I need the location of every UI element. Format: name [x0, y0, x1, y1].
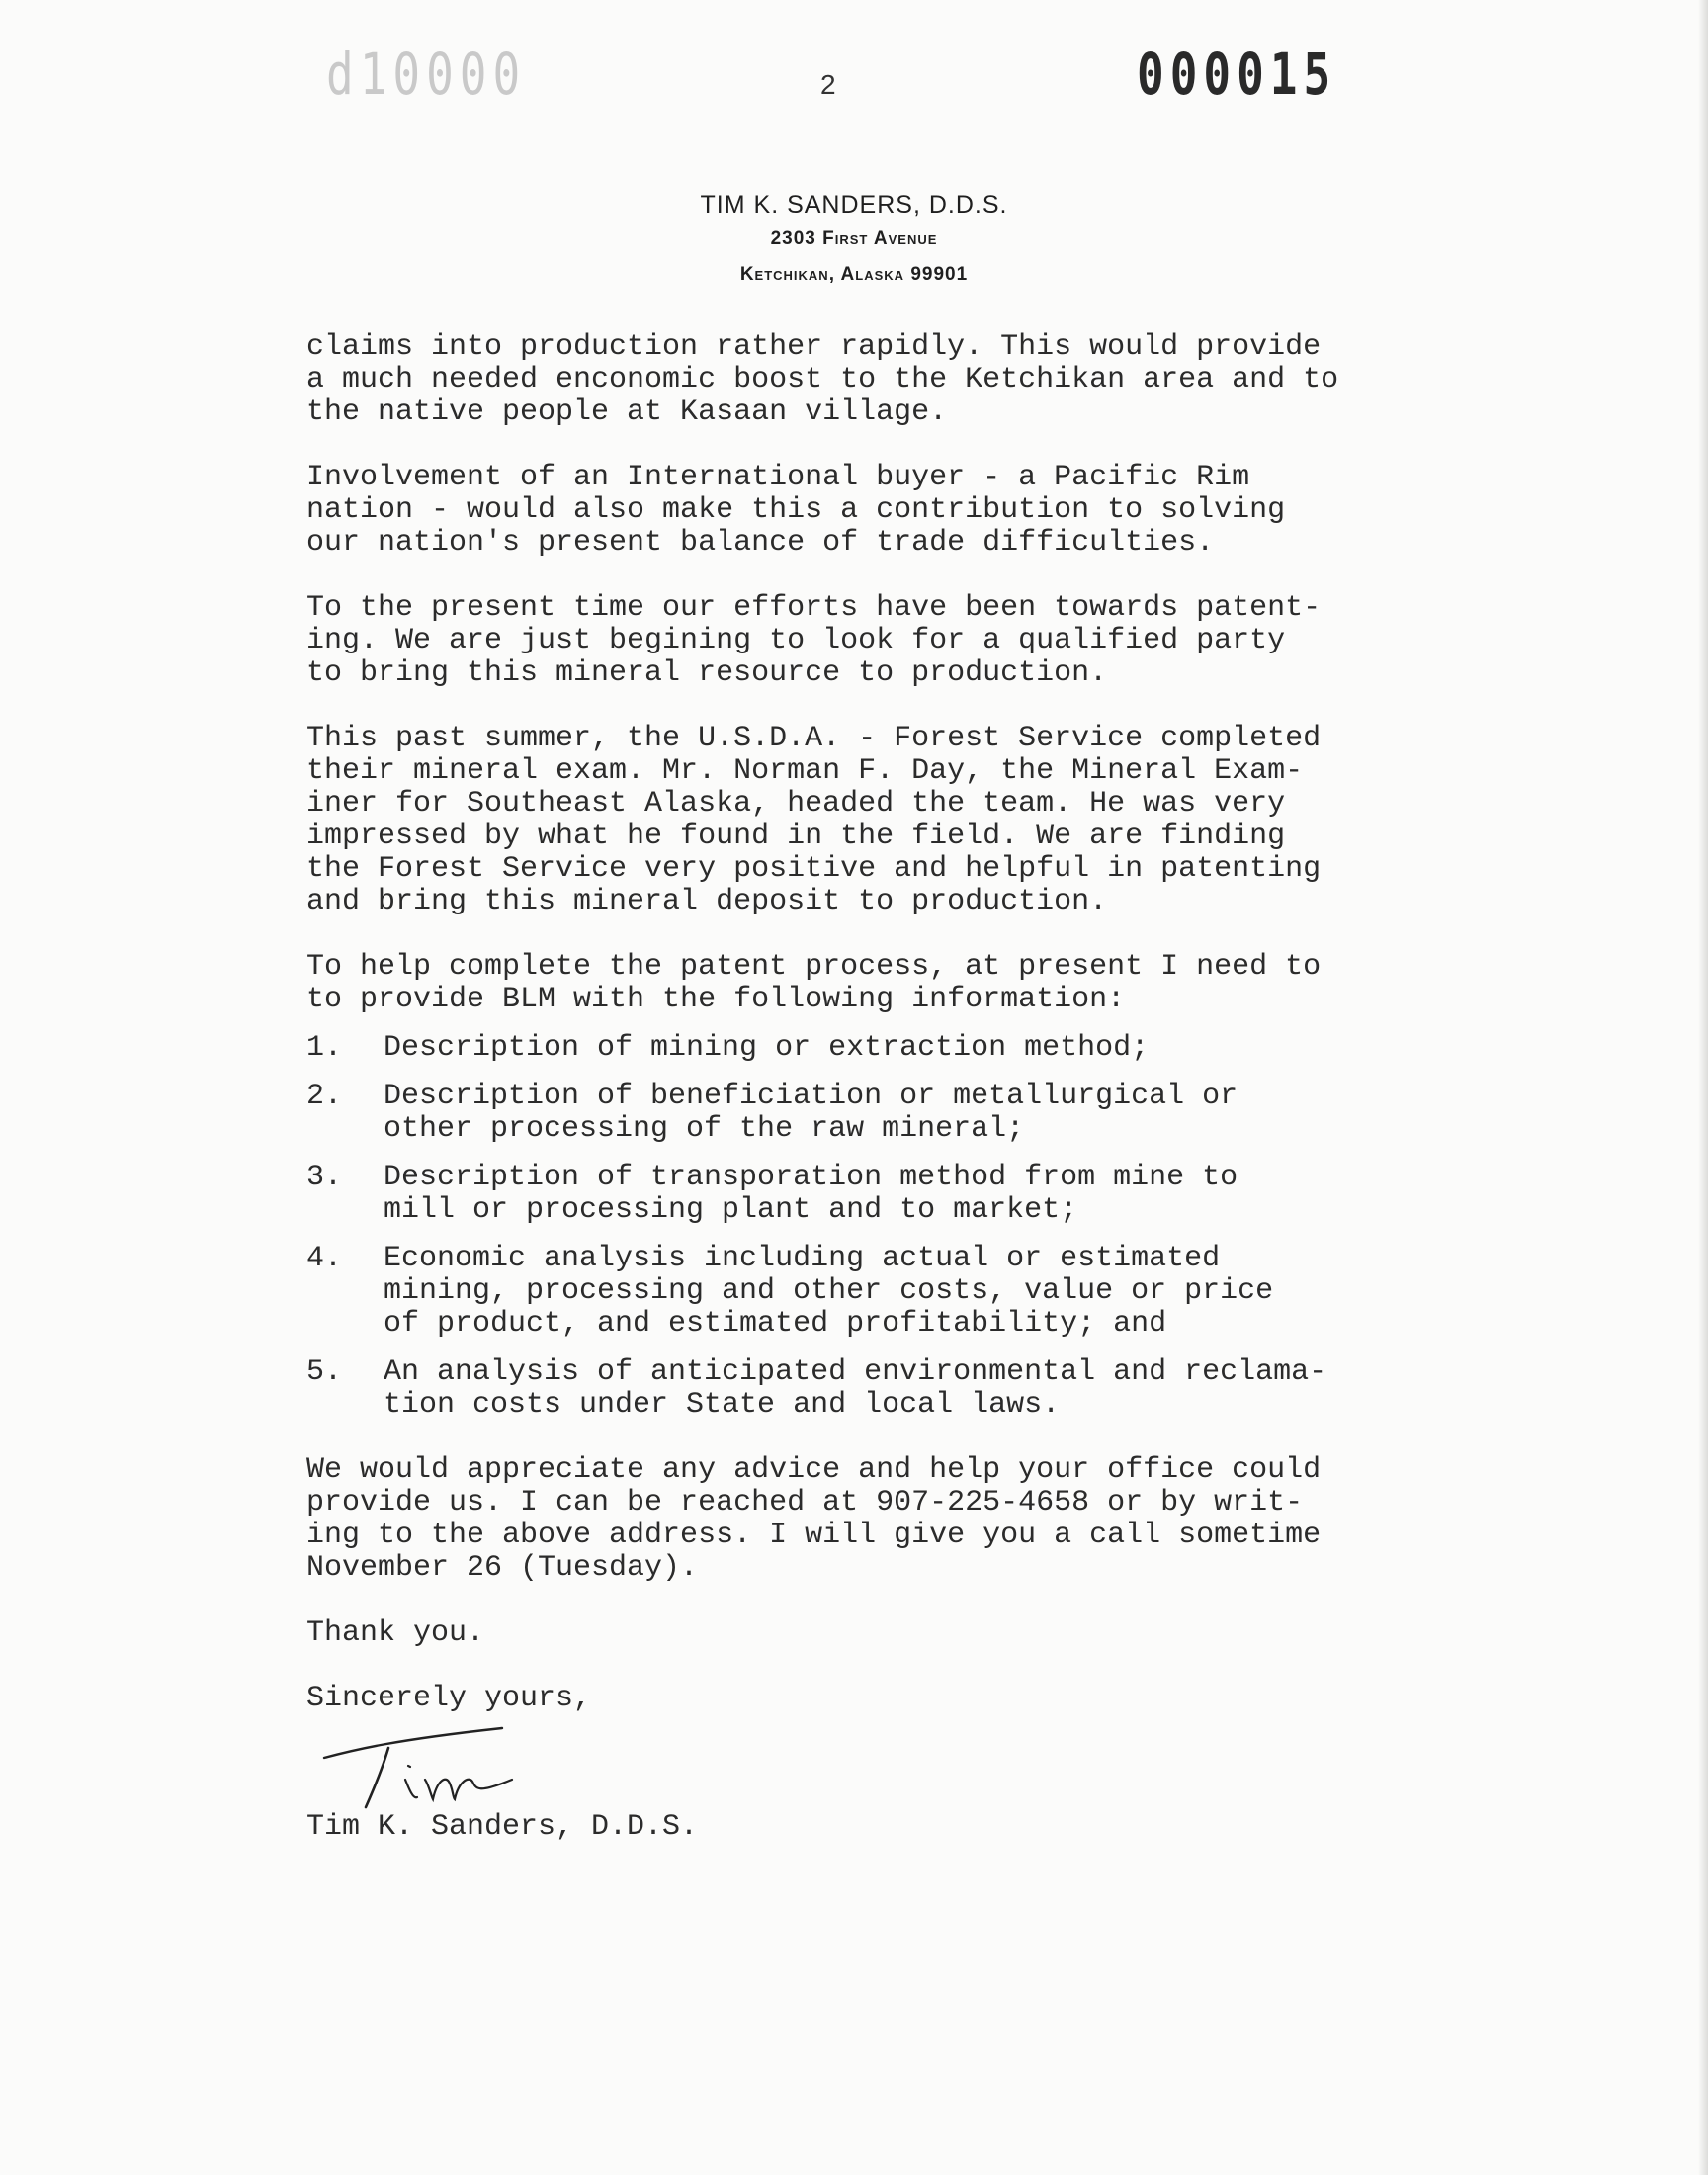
paragraph: [306, 723, 1473, 918]
paragraph: [306, 951, 1473, 1016]
text-line: the Forest Service very positive and helpful in patenting: [306, 852, 1322, 886]
list-number: 4.: [306, 1242, 343, 1275]
faded-document-stamp: d10000: [326, 41, 527, 108]
letterhead-address: 2303 First Avenue: [770, 228, 938, 249]
paragraph: [306, 1454, 1473, 1585]
closing-salutation: Sincerely yours,: [306, 1682, 592, 1715]
list-number: 1.: [306, 1031, 343, 1065]
text-line: to bring this mineral resource to production.: [306, 656, 1108, 690]
list-text: [384, 1032, 1149, 1065]
text-line: ing. We are just begining to look for a qualified party: [306, 624, 1286, 657]
text-line: and bring this mineral deposit to production.: [306, 885, 1108, 918]
letter-body: [306, 331, 1473, 1748]
text-line: Description of beneficiation or metallurgical or: [384, 1080, 1238, 1113]
list-text: [384, 1081, 1238, 1146]
letterhead-name: TIM K. SANDERS, D.D.S.: [700, 191, 1008, 218]
text-line: This past summer, the U.S.D.A. - Forest Service completed: [306, 722, 1322, 755]
letterhead-city: Ketchikan, Alaska 99901: [739, 264, 969, 285]
page-edge-shadow: [1698, 0, 1708, 2175]
text-line: provide us. I can be reached at 907-225-4658 or by writ-: [306, 1486, 1304, 1520]
document-number-stamp: 000015: [1137, 41, 1337, 108]
text-line: We would appreciate any advice and help your office could: [306, 1453, 1322, 1487]
text-line: Economic analysis including actual or estimated: [384, 1242, 1221, 1275]
text-line: Description of transporation method from mine to: [384, 1161, 1238, 1194]
text-line: other processing of the raw mineral;: [384, 1112, 1025, 1146]
text-line: To help complete the patent process, at present I need to: [306, 950, 1322, 984]
list-text: [384, 1356, 1326, 1422]
text-line: Involvement of an International buyer - a Pacific Rim: [306, 461, 1250, 494]
text-line: to provide BLM with the following information:: [306, 983, 1126, 1016]
text-line: the native people at Kasaan village.: [306, 395, 948, 429]
list-number: 3.: [306, 1161, 343, 1194]
requirements-list: [306, 1032, 1473, 1422]
text-line: ing to the above address. I will give you a call sometime: [306, 1519, 1322, 1552]
text-line: To the present time our efforts have been towards patent-: [306, 591, 1322, 625]
list-item: [306, 1032, 1473, 1065]
list-text: [384, 1162, 1238, 1227]
text-line: a much needed enconomic boost to the Ketchikan area and to: [306, 363, 1339, 396]
text-line: of product, and estimated profitability; and: [384, 1307, 1167, 1341]
signature-name: Tim K. Sanders, D.D.S.: [306, 1810, 699, 1844]
text-line: claims into production rather rapidly. This would provide: [306, 330, 1322, 364]
list-number: 5.: [306, 1355, 343, 1389]
text-line: their mineral exam. Mr. Norman F. Day, the Mineral Exam-: [306, 754, 1304, 788]
letterhead: [0, 188, 1708, 293]
text-line: tion costs under State and local laws.: [384, 1388, 1061, 1422]
text-line: mill or processing plant and to market;: [384, 1193, 1078, 1227]
list-item: [306, 1243, 1473, 1341]
list-item: [306, 1162, 1473, 1227]
text-line: mining, processing and other costs, value or price: [384, 1274, 1274, 1308]
text-line: nation - would also make this a contribution to solving: [306, 493, 1286, 527]
paragraph: [306, 462, 1473, 560]
list-item: [306, 1356, 1473, 1422]
text-line: our nation's present balance of trade difficulties.: [306, 526, 1215, 560]
paragraph: [306, 592, 1473, 690]
list-number: 2.: [306, 1080, 343, 1113]
list-item: [306, 1081, 1473, 1146]
text-line: iner for Southeast Alaska, headed the team. He was very: [306, 787, 1286, 821]
text-line: An analysis of anticipated environmental and reclama-: [384, 1355, 1327, 1389]
paragraph: [306, 331, 1473, 429]
page-number: 2: [820, 69, 836, 100]
handwritten-signature: [314, 1720, 532, 1819]
list-text: [384, 1243, 1273, 1341]
text-line: November 26 (Tuesday).: [306, 1551, 699, 1585]
closing-thanks: Thank you.: [306, 1616, 485, 1650]
text-line: Description of mining or extraction method;: [384, 1031, 1150, 1065]
text-line: impressed by what he found in the field. We are finding: [306, 820, 1286, 853]
